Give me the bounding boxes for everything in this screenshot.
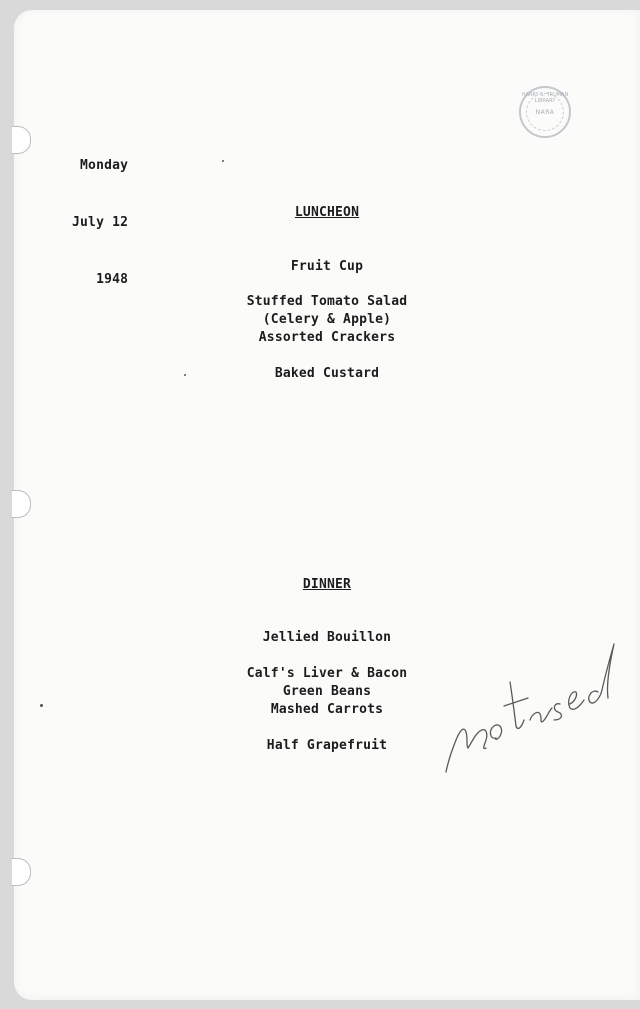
punch-hole — [12, 490, 31, 518]
stamp-text: HARRY S. TRUMAN LIBRARY — [521, 92, 569, 104]
menu-item: Half Grapefruit — [266, 738, 388, 753]
stamp-center: NARA — [535, 108, 555, 116]
menu-item: Assorted Crackers — [258, 330, 396, 345]
dinner-heading: DINNER — [302, 577, 352, 592]
menu-item: Fruit Cup — [290, 259, 364, 274]
menu-item: Green Beans — [282, 684, 372, 699]
paper-speck — [184, 374, 186, 376]
paper-speck — [222, 160, 224, 162]
punch-hole — [12, 858, 31, 886]
menu-item: Stuffed Tomato Salad — [246, 294, 408, 309]
menu-item: Baked Custard — [274, 366, 380, 381]
document-page — [14, 10, 640, 1000]
menu-item: (Celery & Apple) — [262, 312, 392, 327]
handwritten-annotation — [438, 622, 628, 782]
punch-hole — [12, 126, 31, 154]
date-day: July 12 — [72, 215, 129, 230]
luncheon-heading: LUNCHEON — [294, 205, 360, 220]
menu-item: Calf's Liver & Bacon — [246, 666, 408, 681]
menu-item: Jellied Bouillon — [262, 630, 392, 645]
date-year: 1948 — [96, 272, 129, 287]
archive-stamp — [519, 86, 571, 138]
menu-item: Mashed Carrots — [270, 702, 384, 717]
date-weekday: Monday — [80, 158, 129, 173]
paper-speck — [40, 704, 43, 707]
